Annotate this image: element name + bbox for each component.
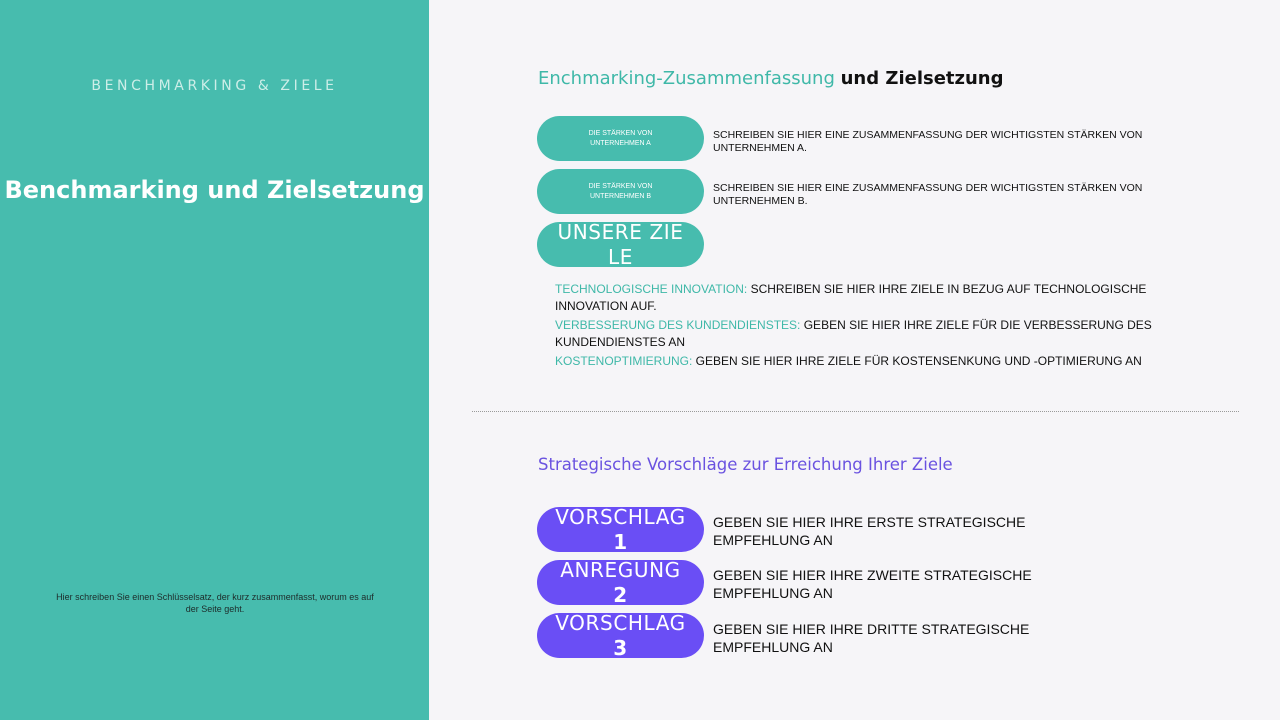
title-part-2: und Zielsetzung bbox=[840, 68, 1004, 89]
left-panel bbox=[0, 0, 429, 720]
suggestion-number: 3 bbox=[613, 635, 628, 660]
suggestion-3-text: GEBEN SIE HIER IHRE DRITTE STRATEGISCHE EMPFEHLUNG AN bbox=[713, 621, 1030, 655]
suggestion-1-pill bbox=[537, 504, 704, 554]
suggestion-2-text: GEBEN SIE HIER IHRE ZWEITE STRATEGISCHE EMPFEHLUNG AN bbox=[713, 567, 1032, 601]
page-title: Benchmarking und Zielsetzung bbox=[4, 176, 425, 204]
strength-b-pill: DIE STÄRKEN VON UNTERNEHMEN B bbox=[537, 169, 704, 214]
suggestion-label: VORSCHLAG bbox=[555, 610, 686, 635]
goal-item bbox=[555, 317, 1175, 351]
goal-item bbox=[555, 353, 1175, 370]
suggestion-1-text: GEBEN SIE HIER IHRE ERSTE STRATEGISCHE EMPFEHLUNG AN bbox=[713, 514, 1026, 548]
suggestion-3-pill bbox=[537, 610, 704, 660]
section-divider bbox=[472, 411, 1239, 412]
goal-label: TECHNOLOGISCHE INNOVATION: bbox=[555, 282, 748, 296]
title-part-1: Enchmarking-Zusammenfassung bbox=[538, 68, 835, 89]
suggestions-section-title: Strategische Vorschläge zur Erreichung Ihrer Ziele bbox=[538, 455, 953, 474]
summary-text: Hier schreiben Sie einen Schlüsselsatz, der kurz zusammenfasst, worum es auf der Seite geht. bbox=[56, 592, 374, 614]
goals-list bbox=[555, 281, 1175, 372]
goals-pill: UNSERE ZIELE bbox=[537, 222, 704, 267]
suggestion-label: ANREGUNG bbox=[560, 557, 681, 582]
goal-item bbox=[555, 281, 1175, 315]
goal-text: SCHREIBEN SIE HIER IHRE ZIELE IN BEZUG AUF TECHNOLOGISCHE INNOVATION AUF. bbox=[555, 282, 1147, 313]
benchmark-section-title bbox=[538, 68, 1004, 89]
goal-text: GEBEN SIE HIER IHRE ZIELE FÜR KOSTENSENKUNG UND -OPTIMIERUNG AN bbox=[692, 354, 1142, 368]
goal-label: KOSTENOPTIMIERUNG: bbox=[555, 354, 693, 368]
suggestion-2-pill bbox=[537, 557, 704, 607]
goal-text: GEBEN SIE HIER IHRE ZIELE FÜR DIE VERBESSERUNG DES KUNDENDIENSTES AN bbox=[555, 318, 1152, 349]
suggestion-number: 2 bbox=[613, 582, 628, 607]
suggestion-number: 1 bbox=[613, 529, 628, 554]
goal-label: VERBESSERUNG DES KUNDENDIENSTES: bbox=[555, 318, 801, 332]
content-area bbox=[429, 0, 1280, 720]
strength-a-text: SCHREIBEN SIE HIER EINE ZUSAMMENFASSUNG DER WICHTIGSTEN STÄRKEN VON UNTERNEHMEN A. bbox=[713, 129, 1143, 154]
strength-b-text: SCHREIBEN SIE HIER EINE ZUSAMMENFASSUNG DER WICHTIGSTEN STÄRKEN VON UNTERNEHMEN B. bbox=[713, 182, 1143, 207]
suggestion-label: VORSCHLAG bbox=[555, 504, 686, 529]
section-kicker: BENCHMARKING & ZIELE bbox=[91, 78, 338, 94]
strength-a-pill: DIE STÄRKEN VON UNTERNEHMEN A bbox=[537, 116, 704, 161]
